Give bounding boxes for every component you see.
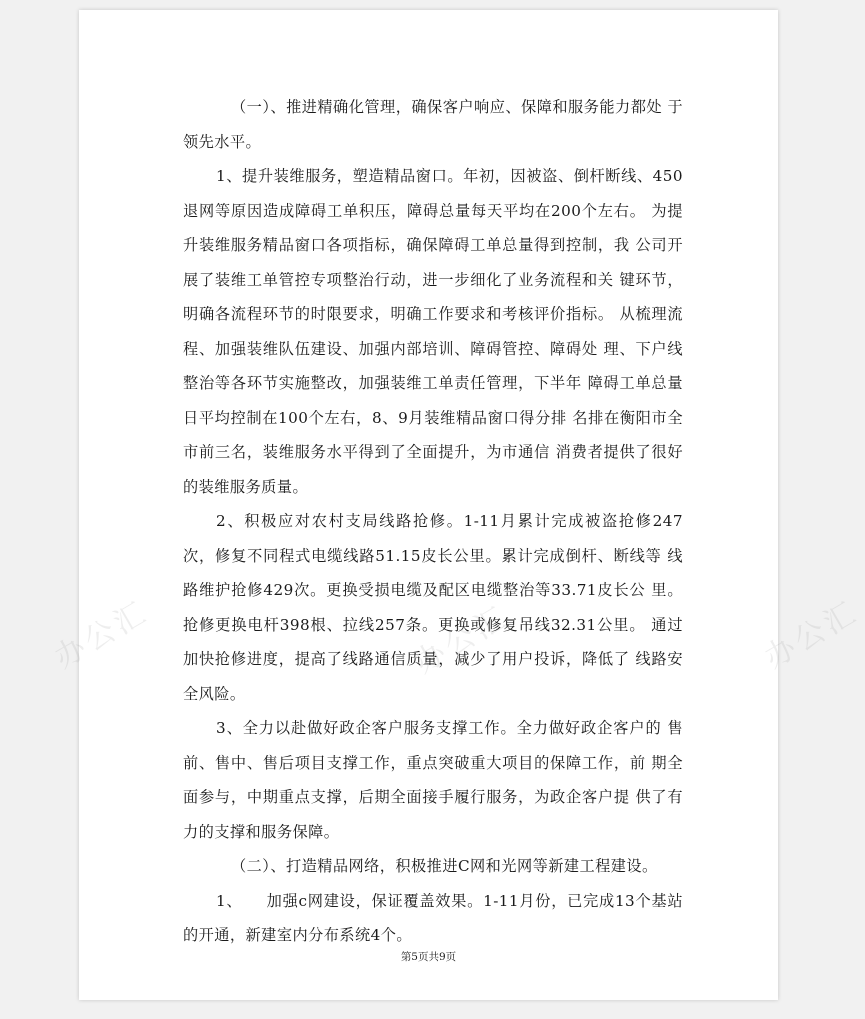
document-page [48,10,865,1000]
paragraph-item-2: 2、积极应对农村支局线路抢修。1-11月累计完成被盗抢修247 次，修复不同程式电缆线路51.15皮长公里。累计完成倒杆、断线等 线路维护抢修429次。更换受损电缆及配区电缆整治等33.71皮长公 里。抢修更换电杆398根、拉线257条。更换或修复吊线32.31公里。 通过加快抢修进度，提高了线路通信质量，减少了用户投诉，降低了 线路安全风险。 [183,512,683,703]
watermark: 办公汇 [408,599,515,681]
page-number: 第5页共9页 [400,951,457,963]
document-body [183,90,683,953]
section-heading-2: （二）、打造精品网络，积极推进C网和光网等新建工程建设。 [231,857,658,875]
watermark: 办公汇 [48,594,155,676]
section-heading-1: （一）、推进精确化管理，确保客户响应、保障和服务能力都处 于领先水平。 [183,98,683,151]
watermark: 办公汇 [758,594,865,676]
paragraph-item-3: 3、全力以赴做好政企客户服务支撑工作。全力做好政企客户的 售前、售中、售后项目支撑工作，重点突破重大项目的保障工作，前 期全面参与，中期重点支撑，后期全面接手履行服务，为政企客户提 供了有力的支撑和服务保障。 [183,719,683,841]
paragraph-item-4: 1、 加强c网建设，保证覆盖效果。1-11月份，已完成13个基站 的开通，新建室内分布系统4个。 [183,891,683,944]
paragraph-item-1: 1、提升装维服务，塑造精品窗口。年初，因被盗、倒杆断线、450退网等原因造成障碍工单积压，障碍总量每天平均在200个左右。 为提升装维服务精品窗口各项指标，确保障碍工单总量得到控制，我 公司开展了装维工单管控专项整治行动，进一步细化了业务流程和关 键环节，明确各流程环节的时限要求，明确工作要求和考核评价指标。 从梳理流程、加强装维队伍建设、加强内部培训、障碍管控、障碍处 理、下户线整治等各环节实施整改，加强装维工单责任管理，下半年 障碍工单总量日平均控制在100个左右，8、9月装维精品窗口得分排 名排在衡阳市全市前三名，装维服务水平得到了全面提升，为市通信 消费者提供了很好的装维服务质量。 [183,167,683,496]
